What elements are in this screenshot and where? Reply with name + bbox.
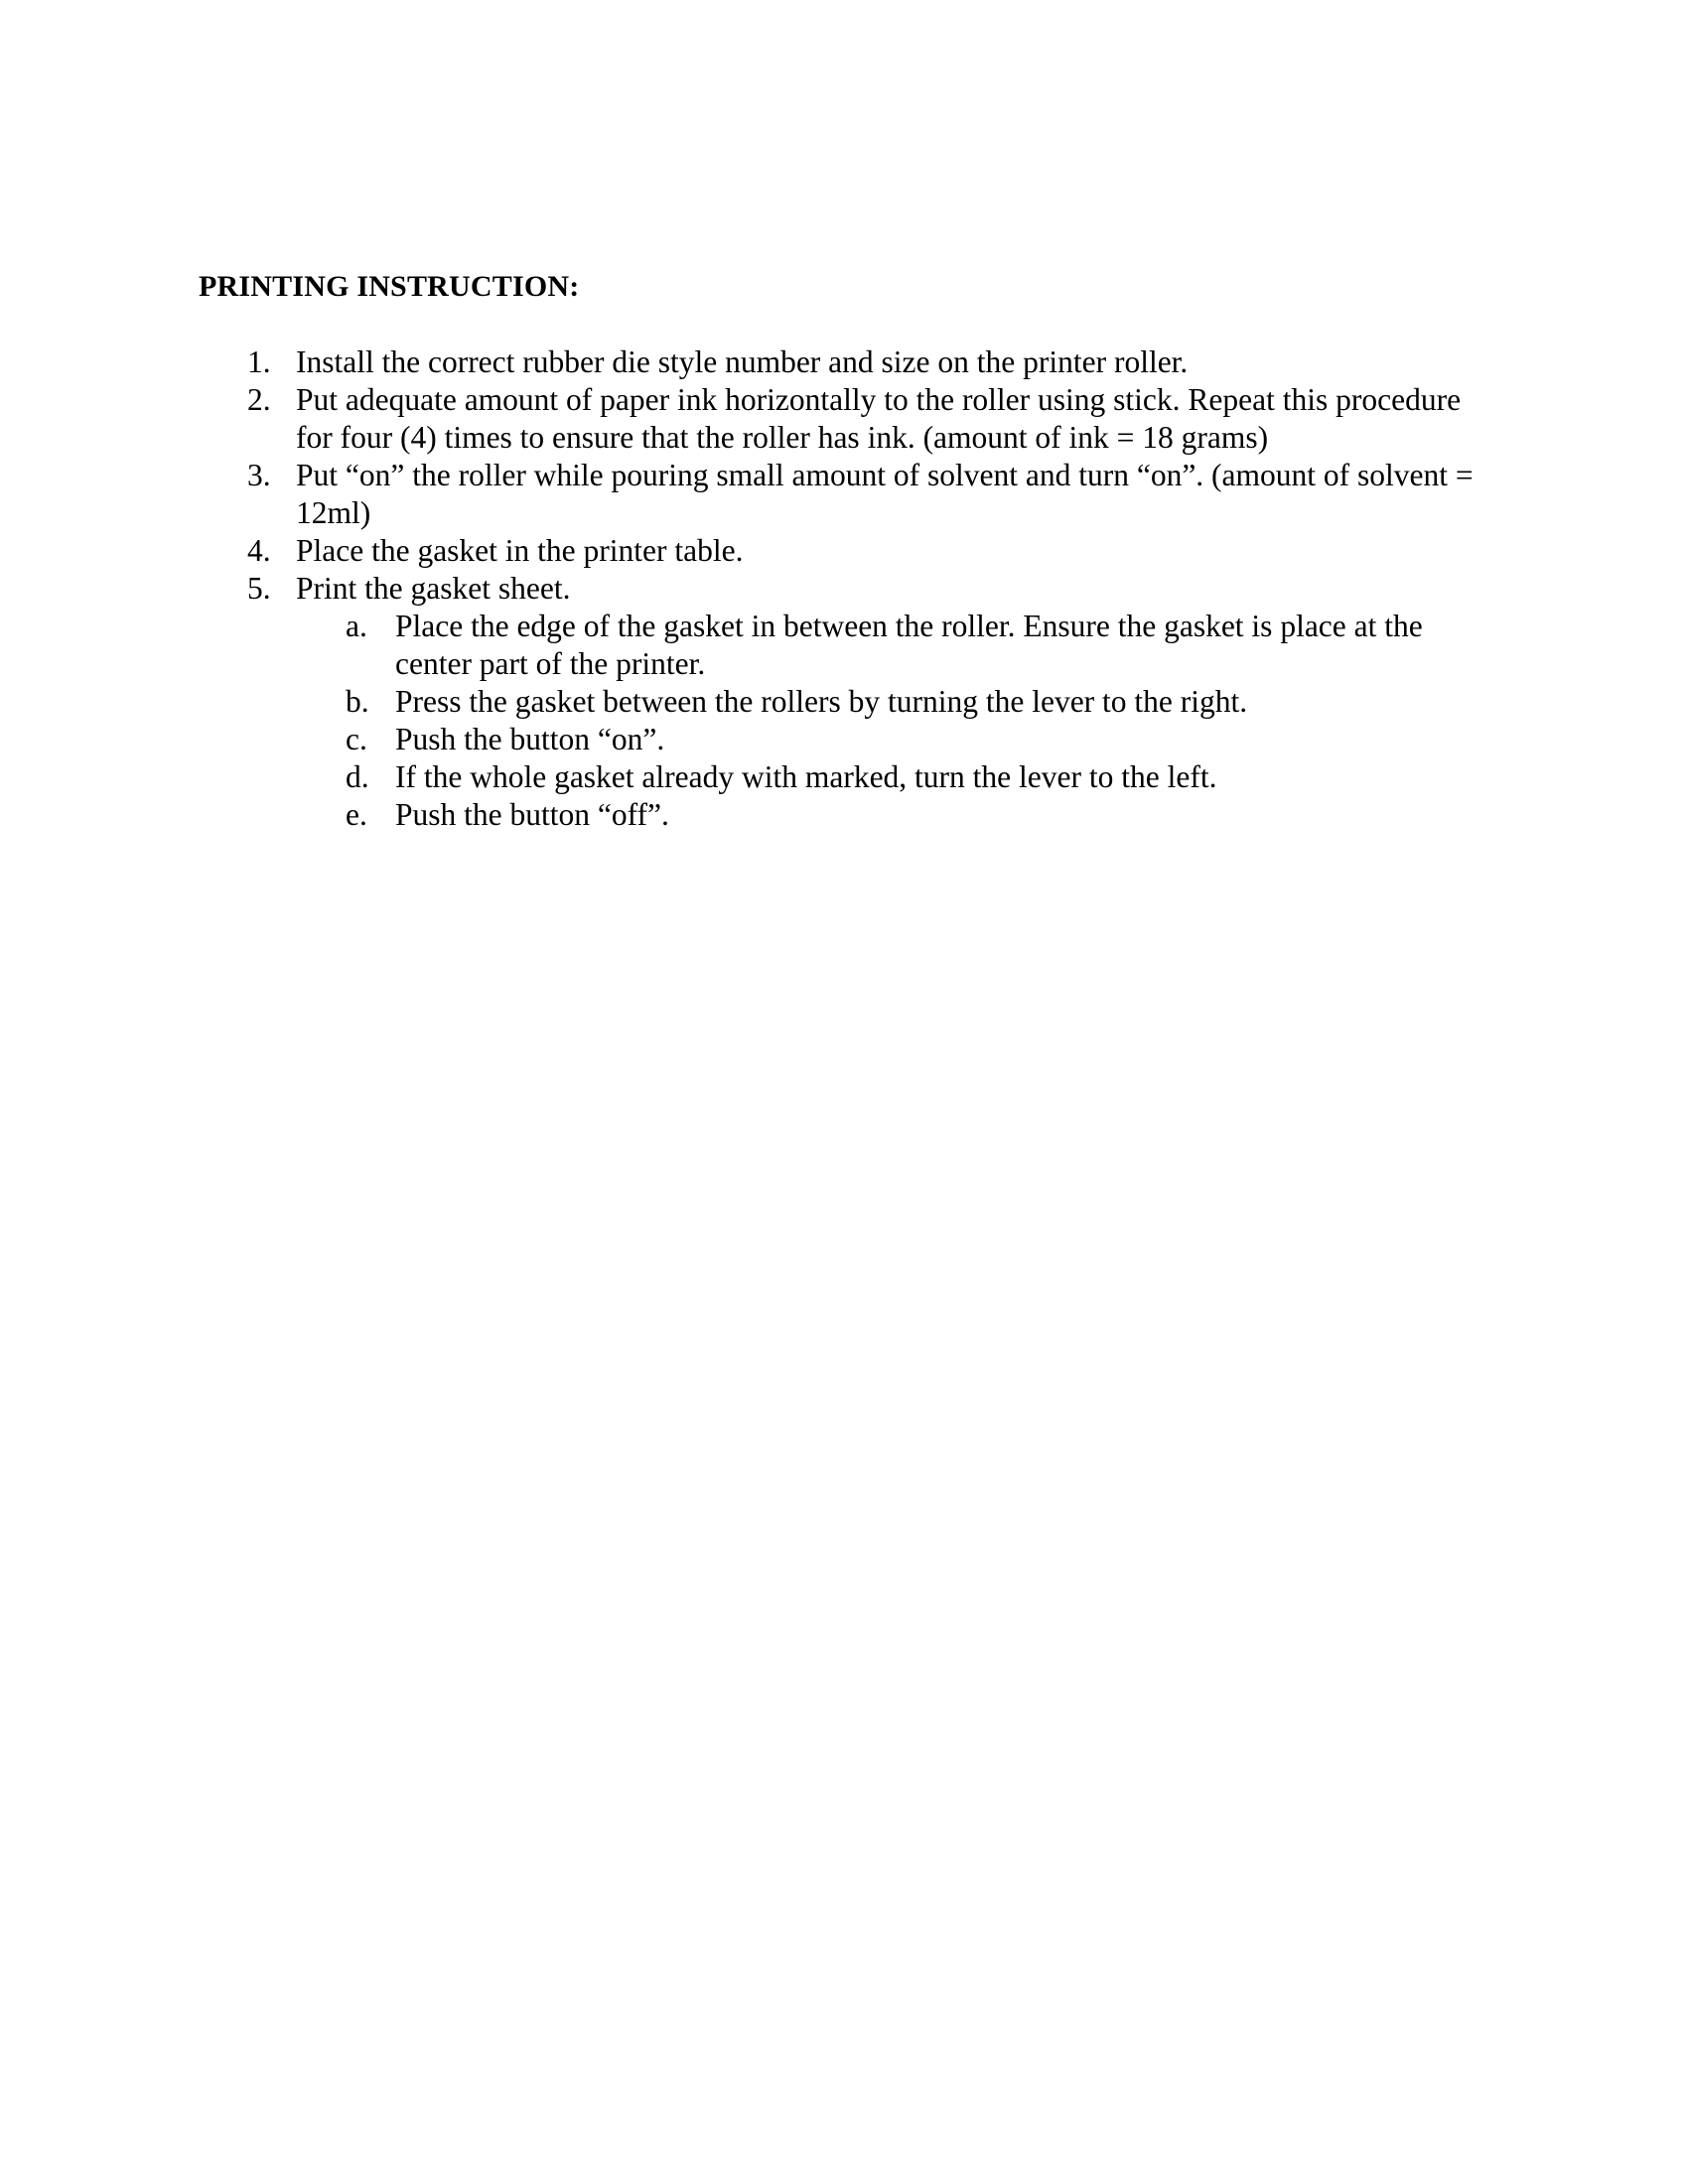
step-number: 3. xyxy=(247,458,271,492)
step-number: 4. xyxy=(247,533,271,568)
instruction-step xyxy=(0,570,1688,834)
step-text: Install the correct rubber die style number and size on the printer roller. xyxy=(296,344,1189,379)
document-title: PRINTING INSTRUCTION: xyxy=(199,270,580,303)
substep-text: Press the gasket between the rollers by turning the lever to the right. xyxy=(395,684,1248,719)
instruction-step xyxy=(0,532,1688,570)
step-number: 1. xyxy=(247,344,271,379)
step-text: Print the gasket sheet. xyxy=(296,571,571,606)
instruction-step xyxy=(0,343,1688,381)
instruction-step xyxy=(0,457,1688,532)
instruction-substep xyxy=(296,796,1499,834)
substep-letter: e. xyxy=(346,797,367,832)
substep-text: Push the button “off”. xyxy=(395,797,669,832)
instruction-substep xyxy=(296,758,1499,796)
instruction-substep xyxy=(296,683,1499,721)
instruction-step xyxy=(0,381,1688,457)
step-text: Put adequate amount of paper ink horizontally to the roller using stick. Repeat this procedure for four (4) times to ensure that the roller has ink. (amount of ink = 18 grams) xyxy=(296,382,1462,455)
substep-letter: b. xyxy=(346,684,369,719)
substep-letter: c. xyxy=(346,722,367,756)
instruction-substep xyxy=(296,608,1499,683)
instruction-substep xyxy=(296,721,1499,758)
step-text: Place the gasket in the printer table. xyxy=(296,533,744,568)
step-text: Put “on” the roller while pouring small amount of solvent and turn “on”. (amount of solvent = 12ml) xyxy=(296,458,1474,530)
substep-text: Push the button “on”. xyxy=(395,722,665,756)
print-substeps xyxy=(296,608,1499,834)
instruction-steps xyxy=(0,343,1688,834)
substep-letter: d. xyxy=(346,759,369,794)
substep-letter: a. xyxy=(346,609,367,643)
step-number: 5. xyxy=(247,571,271,606)
step-number: 2. xyxy=(247,382,271,417)
substep-text: If the whole gasket already with marked, turn the lever to the left. xyxy=(395,759,1217,794)
substep-text: Place the edge of the gasket in between the roller. Ensure the gasket is place at the center part of the printer. xyxy=(395,609,1423,681)
